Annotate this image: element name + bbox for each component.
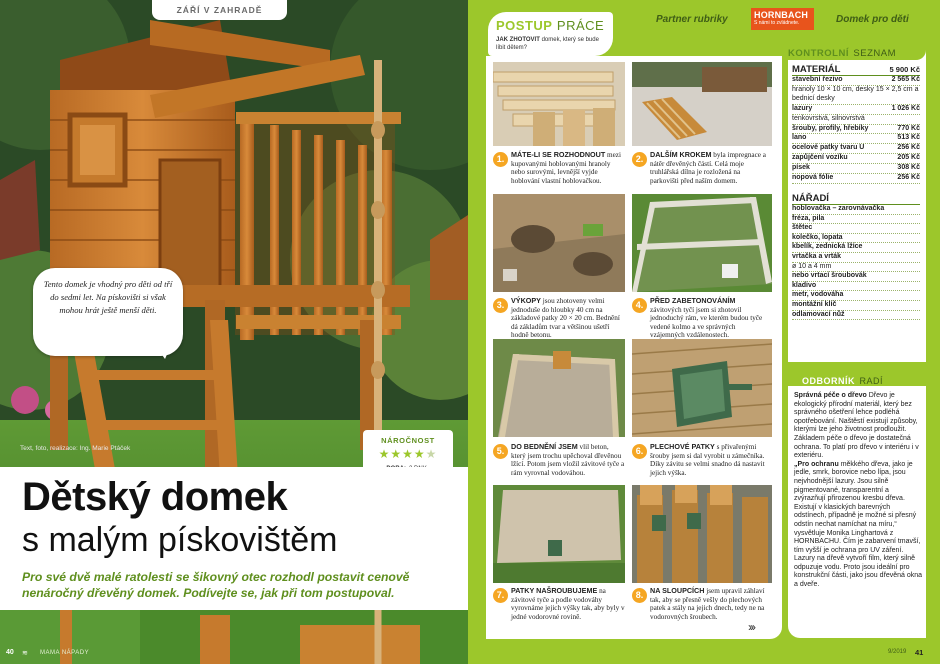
wind-icon: ≋ xyxy=(22,650,28,657)
next-page-arrow-icon: ››› xyxy=(748,620,754,634)
step-lead: MÁTE-LI SE ROZHODNOUT xyxy=(511,150,606,159)
tool-row: nebo vrtací šroubovák xyxy=(792,272,920,282)
hornbach-logo xyxy=(751,8,814,30)
brand-slogan: S námi to zvládnete. xyxy=(754,20,800,26)
step-number: 1. xyxy=(493,152,508,167)
step-lead: DO BEDNĚNÍ JSEM xyxy=(511,442,578,451)
tools-heading: NÁŘADÍ xyxy=(792,193,920,205)
step-4-photo xyxy=(632,194,772,292)
material-price: 513 Kč xyxy=(897,134,920,142)
material-name: písek xyxy=(792,164,810,172)
tools-list xyxy=(792,205,920,320)
step-6-photo xyxy=(632,339,772,437)
step-body: na závitové tyče a podle vodováhy vyrovnáme jejich výšky tak, aby byly v jedné vodorovné rovině. xyxy=(511,587,625,621)
page-number-right: 41 xyxy=(915,648,924,657)
material-name: hranoly 10 × 10 cm, desky 15 × 2,5 cm a bednicí desky xyxy=(792,85,919,102)
speech-bubble: Tento domek je vhodný pro děti od tří do sedmi let. Na pískovišti si však mohou hrát ještě menší děti. xyxy=(33,268,183,356)
step-description xyxy=(511,151,625,185)
advice-paragraph-1: Dřevo je ekologický přírodní materiál, který bez správného ošetření lehce podléhá opotřebování. Naštěstí existují způsoby, kterými lze jeho životnost prodloužit. Základem péče o dřevo je dostatečná ochrana. To platí pro dřevo v interiéru i v exteriéru. xyxy=(794,392,919,460)
material-row xyxy=(792,134,920,144)
material-name: ocelové patky tvaru U xyxy=(792,144,865,152)
material-name: šrouby, profily, hřebíky xyxy=(792,124,869,132)
lead-paragraph: Pro své dvě malé ratolesti se šikovný otec rozhodl postavit cenově nenáročný dřevěný domek. Podívejte se, jak při tom postupoval. xyxy=(22,570,410,600)
article-title-line2: s malým pískovištěm xyxy=(22,521,338,559)
page-number-left: 40 xyxy=(6,649,14,656)
material-price: 1 026 Kč xyxy=(891,104,920,112)
partner-label: Partner rubriky xyxy=(656,14,728,25)
right-page xyxy=(468,0,940,664)
tool-row: ø 10 a 4 mm xyxy=(792,263,920,273)
jak-label: JAK ZHOTOVIT xyxy=(496,37,540,43)
material-row xyxy=(792,115,920,125)
step-5-photo xyxy=(493,339,625,437)
tool-row: hoblovačka – zarovnávačka xyxy=(792,205,920,215)
article-title-line1: Dětský domek xyxy=(22,475,288,519)
section-label: Domek pro děti xyxy=(836,14,909,25)
checklist-title: SEZNAM xyxy=(853,48,897,59)
empty-star-icon: ★ xyxy=(425,447,438,461)
material-section xyxy=(792,64,920,320)
checklist-header xyxy=(782,40,926,60)
material-name: stavební řezivo xyxy=(792,76,843,83)
step-number: 2. xyxy=(632,152,647,167)
material-price: 2 565 Kč xyxy=(891,76,920,83)
step-body: byla impregnace a nátěr dřevěných částí. Celá moje truhlářská dílna je rozložená na parkovišti před naším domem. xyxy=(650,151,766,185)
step-lead: NA SLOUPCÍCH xyxy=(650,586,705,595)
step-1-photo xyxy=(493,62,625,146)
prace-title: PRÁCE xyxy=(556,18,605,33)
material-price: 256 Kč xyxy=(897,144,920,152)
step-body: jsem upravil záhlaví tak, aby se přesně vešly do plechových patek a stály na jejich dnech, tedy ne na vodorovných šroubech. xyxy=(650,587,765,621)
step-description xyxy=(511,587,625,621)
material-row xyxy=(792,164,920,174)
material-price: 308 Kč xyxy=(897,164,920,172)
step-body: mezi kupovanými hoblovanými hranoly nebo surovými, levnější vyjde hoblování vlastní hoblovačkou. xyxy=(511,151,621,185)
material-row xyxy=(792,76,920,86)
material-name: zapůjčení vozíku xyxy=(792,154,848,162)
postup-box xyxy=(488,12,613,56)
section-tab: ZÁŘÍ V ZAHRADĚ xyxy=(152,0,287,20)
advice-paragraph-2: měkkého dřeva, jako je jedle, smrk, borovice nebo lípa, jsou nejvhodnější lazury. Jsou silně pigmentované, transparentní a zvýrazňují přirozenou kresbu dřeva. Existují v klasických barevných odstínech, případně je možné si přesný odstín nechat namíchat na míru,“ vysvětluje Monika Linghartová z HORNBACHU. Čím je zabarvení tmavší, tím vyšší je ochrana pro UV záření. Lazury na dřevě vytvoří film, který silně odpuzuje vodu. Proto jsou ideální pro konstrukční části, jako jsou dřevěná okna a dveře. xyxy=(794,460,923,589)
left-page xyxy=(0,0,468,664)
step-body: závitových tyčí jsem si zhotovil jednoduchý rám, ve kterém budou tyče vedené kolmo a ve správných vzájemných vzdálenostech. xyxy=(650,305,763,340)
step-lead: DALŠÍM KROKEM xyxy=(650,150,712,159)
material-row xyxy=(792,154,920,164)
steps-panel xyxy=(486,56,782,639)
star-icon: ★★★★ xyxy=(378,447,426,461)
step-number: 7. xyxy=(493,588,508,603)
step-description xyxy=(511,297,625,340)
step-body: vlil beton, který jsem trochu upěchoval dřevěnou lžící. Potom jsem vložil závitové tyče a rám vyrovnal vodováhou. xyxy=(511,443,625,477)
difficulty-heading: NÁROČNOST xyxy=(381,436,435,445)
step-2-photo xyxy=(632,62,772,146)
photo-credit: Text, foto, realizace: Ing. Marie Ptáček xyxy=(20,445,131,452)
step-3-photo xyxy=(493,194,625,292)
advice-lead: Správná péče o dřevo xyxy=(794,392,867,399)
material-list xyxy=(792,76,920,184)
tool-row: kbelík, zednická lžíce xyxy=(792,243,920,253)
tool-row: metr, vodováha xyxy=(792,291,920,301)
step-8-photo xyxy=(632,485,772,583)
material-row xyxy=(792,105,920,115)
step-lead: PŘED ZABETONOVÁNÍM xyxy=(650,296,736,305)
issue-number: 9/2019 xyxy=(888,649,907,655)
step-body: jsou zhotoveny velmi jednoduše do hloubky 40 cm na základové patky 20 × 20 cm. Bednění dá základům tvar a většinou ušetří hodně betonu. xyxy=(511,297,620,340)
tool-row: odlamovací nůž xyxy=(792,311,920,321)
step-number: 5. xyxy=(493,444,508,459)
step-description xyxy=(511,443,625,477)
speech-bubble-tail xyxy=(155,345,171,359)
material-heading: MATERIÁL xyxy=(792,64,841,75)
step-lead: PATKY NAŠROUBUJEME xyxy=(511,586,598,595)
material-total: 5 900 Kč xyxy=(889,65,920,74)
expert-title-bold: ODBORNÍK xyxy=(802,376,855,386)
material-price: 770 Kč xyxy=(897,124,920,132)
step-number: 6. xyxy=(632,444,647,459)
step-number: 8. xyxy=(632,588,647,603)
material-name: tenkovrstvá, silnovrstvá xyxy=(792,114,865,122)
expert-title: RADÍ xyxy=(859,376,883,386)
material-row xyxy=(792,125,920,135)
step-number: 4. xyxy=(632,298,647,313)
material-price: 205 Kč xyxy=(897,154,920,162)
tool-row: montážní klíč xyxy=(792,301,920,311)
tool-row: kladivo xyxy=(792,282,920,292)
material-name: nopová fólie xyxy=(792,174,834,182)
tool-row: kolečko, lopata xyxy=(792,234,920,244)
step-7-photo xyxy=(493,485,625,583)
brand-name: HORNBACH xyxy=(754,10,809,20)
checklist-box xyxy=(788,44,926,362)
tool-row: vrtačka a vrták xyxy=(792,253,920,263)
rating-stars xyxy=(369,447,447,461)
material-row xyxy=(792,174,920,184)
expert-text xyxy=(794,392,922,590)
postup-title: POSTUP xyxy=(496,18,553,33)
material-row xyxy=(792,144,920,154)
step-description xyxy=(650,151,768,185)
step-description xyxy=(650,297,768,340)
step-body: s přivařenými šrouby jsem si dal vyrobit u zámečníka. Díky závitu se velmi snadno dá nastavit jejich výška. xyxy=(650,443,765,477)
material-name: lano xyxy=(792,134,807,142)
step-description xyxy=(650,443,768,477)
expert-header xyxy=(788,368,926,386)
tool-row: štětec xyxy=(792,224,920,234)
step-number: 3. xyxy=(493,298,508,313)
material-price: 256 Kč xyxy=(897,174,920,182)
advice-quote-lead: „Pro ochranu xyxy=(794,460,839,468)
expert-box xyxy=(788,368,926,638)
checklist-title-bold: KONTROLNÍ xyxy=(788,48,849,59)
material-name: lazury xyxy=(792,104,813,112)
step-lead: PLECHOVÉ PATKY xyxy=(650,442,715,451)
step-description xyxy=(650,587,768,621)
magazine-name: MAMA NÁPADY xyxy=(40,650,90,656)
material-row xyxy=(792,86,920,105)
tool-row: fréza, pila xyxy=(792,215,920,225)
step-lead: VÝKOPY xyxy=(511,296,541,305)
jak-subtitle: domek, který se bude líbit dětem? xyxy=(496,37,599,51)
